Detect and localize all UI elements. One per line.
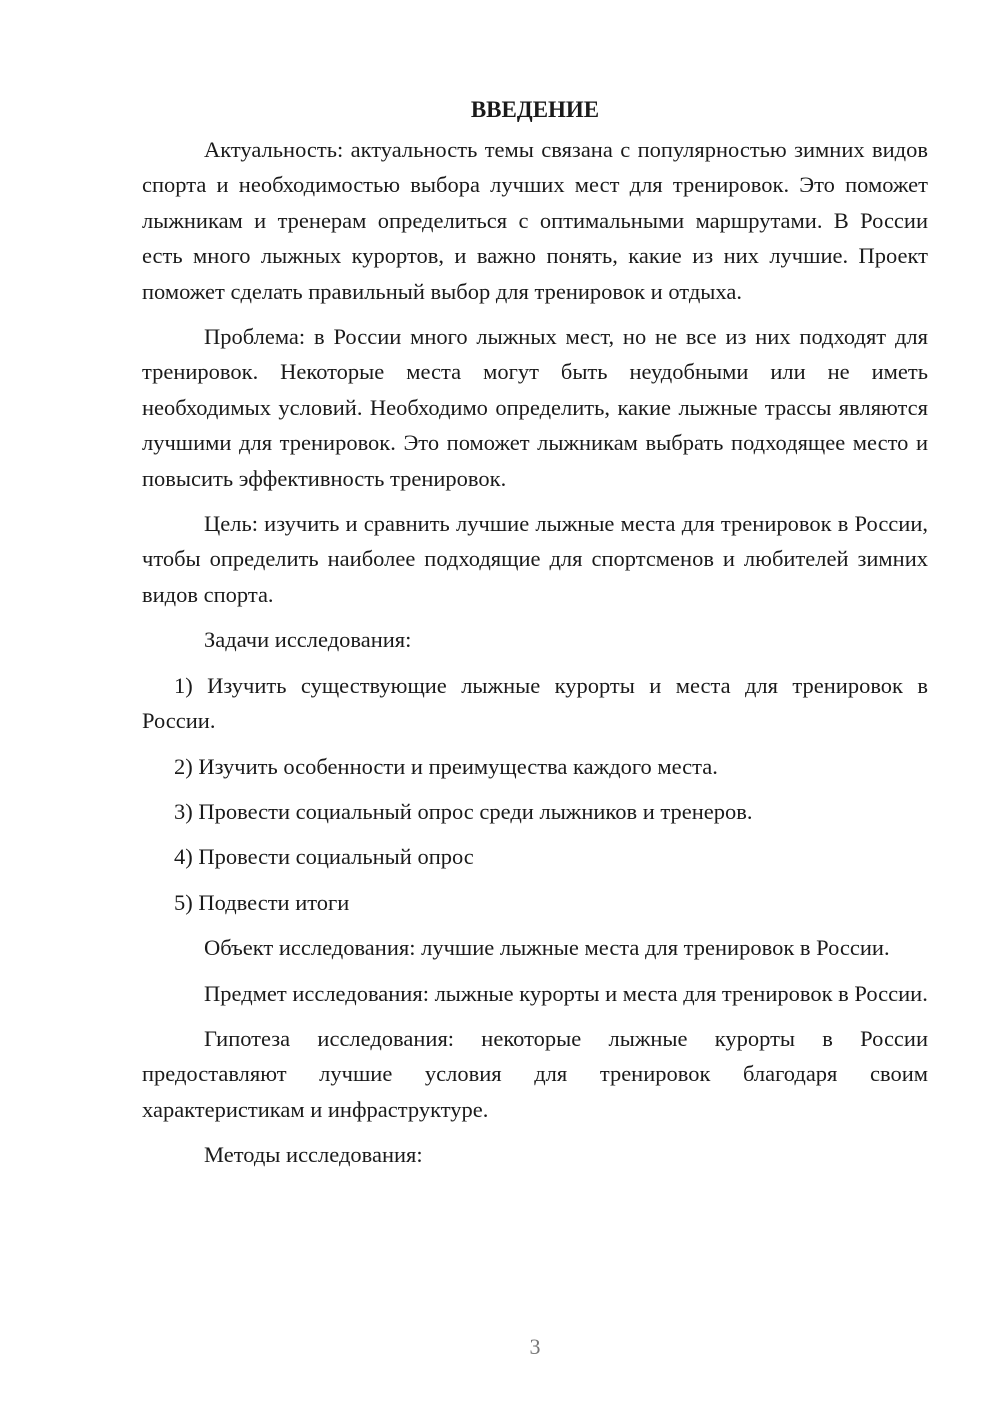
task-item-2: 2) Изучить особенности и преимущества каждого места. bbox=[174, 753, 718, 779]
task-item-1: 1) Изучить существующие лыжные курорты и места для тренировок в России. bbox=[142, 672, 928, 734]
object-paragraph: Объект исследования: лучшие лыжные места для тренировок в России. bbox=[204, 935, 890, 961]
hypothesis-paragraph: Гипотеза исследования: некоторые лыжные курорты в России предоставляют лучшие условия для тренировок благодаря своим характеристикам и инфраструктуре. bbox=[142, 1025, 928, 1122]
page-content bbox=[142, 92, 928, 1183]
tasks-heading: Задачи исследования: bbox=[204, 627, 412, 653]
problem-paragraph: Проблема: в России много лыжных мест, но не все из них подходят для тренировок. Некоторые места могут быть неудобными или не иметь необходимых условий. Необходимо определить, какие лыжные трассы являются лучшими для тренировок. Это поможет лыжникам выбрать подходящее место и повысить эффективность тренировок. bbox=[142, 324, 928, 491]
section-title: ВВЕДЕНИЕ bbox=[470, 97, 600, 122]
tasks-list bbox=[142, 668, 928, 920]
methods-heading: Методы исследования: bbox=[204, 1142, 423, 1168]
subject-paragraph: Предмет исследования: лыжные курорты и места для тренировок в России. bbox=[204, 980, 928, 1006]
task-item-3: 3) Провести социальный опрос среди лыжников и тренеров. bbox=[174, 798, 753, 824]
relevance-paragraph: Актуальность: актуальность темы связана с популярностью зимних видов спорта и необходимостью выбора лучших мест для тренировок. Это поможет лыжникам и тренерам определиться с оптимальными маршрутами. В России есть много лыжных курортов, и важно понять, какие из них лучшие. Проект поможет сделать правильный выбор для тренировок и отдыха. bbox=[142, 137, 928, 304]
task-item-4: 4) Провести социальный опрос bbox=[174, 844, 474, 870]
page-number: 3 bbox=[529, 1334, 541, 1359]
goal-paragraph: Цель: изучить и сравнить лучшие лыжные места для тренировок в России, чтобы определить наиболее подходящие для спортсменов и любителей зимних видов спорта. bbox=[142, 511, 928, 607]
task-item-5: 5) Подвести итоги bbox=[174, 889, 350, 915]
